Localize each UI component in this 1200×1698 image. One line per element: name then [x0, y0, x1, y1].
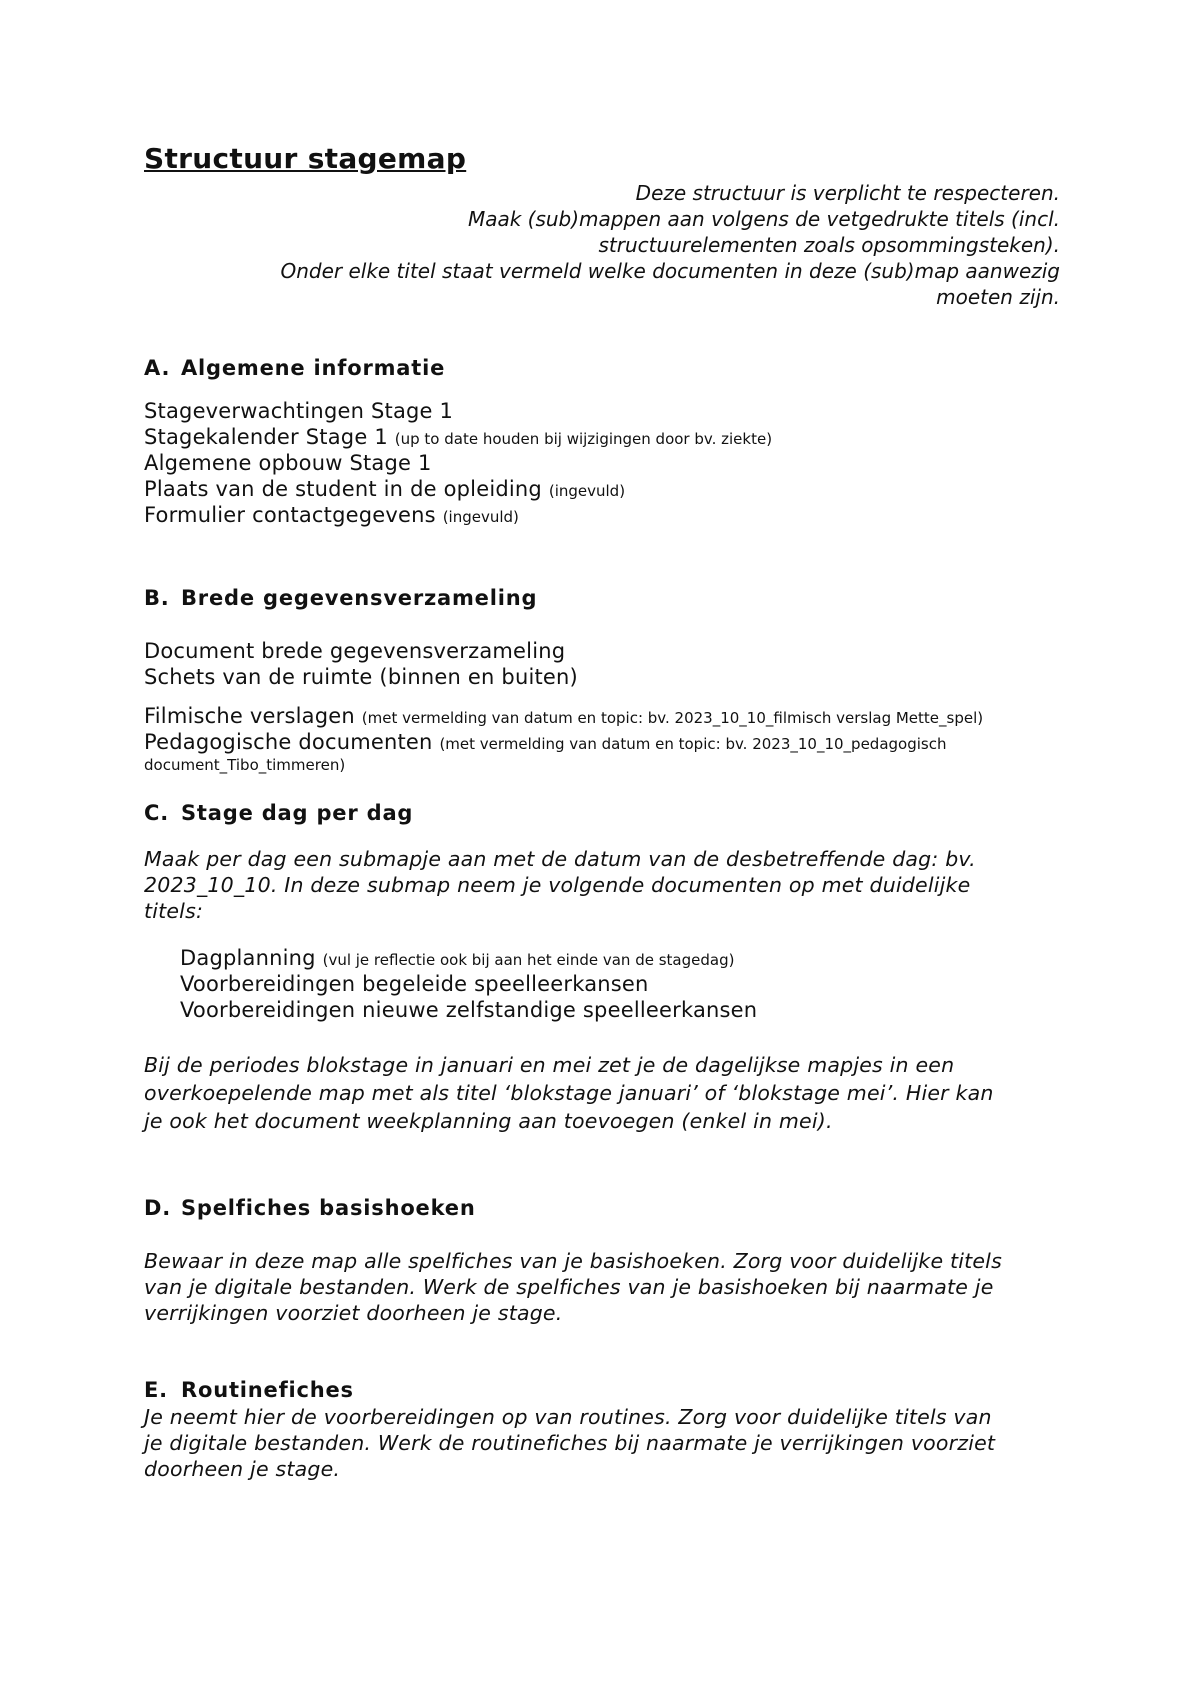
- list-item: [144, 451, 432, 475]
- paragraph-line: doorheen je stage.: [144, 1457, 341, 1481]
- item-note-continued: document_Tibo_timmeren): [144, 756, 346, 774]
- section-b-heading: [144, 586, 537, 610]
- list-item: [144, 425, 772, 449]
- intro-line: Deze structuur is verplicht te respecteren.: [635, 181, 1060, 205]
- item-label: Voorbereidingen nieuwe zelfstandige speelleerkansen: [180, 998, 758, 1022]
- item-label: Document brede gegevensverzameling: [144, 639, 566, 663]
- section-d-body: [144, 1248, 1002, 1326]
- section-e-body: [144, 1404, 995, 1482]
- paragraph-line: Bij de periodes blokstage in januari en mei zet je de dagelijkse mapjes in een: [144, 1053, 955, 1077]
- list-item: [144, 704, 983, 728]
- list-item: [144, 665, 578, 689]
- paragraph-line: overkoepelende map met als titel ‘blokstage januari’ of ‘blokstage mei’. Hier kan: [144, 1081, 994, 1105]
- item-label: Plaats van de student in de opleiding: [144, 477, 542, 501]
- list-item: [144, 730, 946, 754]
- section-letter: A.: [144, 356, 171, 380]
- section-letter: C.: [144, 801, 169, 825]
- section-title: Routinefiches: [181, 1378, 354, 1402]
- list-item: [144, 639, 565, 663]
- paragraph-line: Maak per dag een submapje aan met de datum van de desbetreffende dag: bv.: [144, 847, 976, 871]
- item-label: Algemene opbouw Stage 1: [144, 451, 432, 475]
- list-item: [144, 399, 453, 423]
- item-label: Dagplanning: [180, 946, 316, 970]
- paragraph-line: titels:: [144, 899, 204, 923]
- intro-line: Onder elke titel staat vermeld welke documenten in deze (sub)map aanwezig: [280, 259, 1060, 283]
- list-item: [144, 477, 625, 501]
- paragraph-line: van je digitale bestanden. Werk de spelfiches van je basishoeken bij naarmate je: [144, 1275, 994, 1299]
- item-label: Filmische verslagen: [144, 704, 355, 728]
- section-d-heading: [144, 1196, 476, 1220]
- intro-note: [160, 180, 1060, 310]
- page-title: Structuur stagemap: [144, 142, 467, 175]
- list-item: [180, 972, 649, 996]
- section-title: Brede gegevensverzameling: [181, 586, 538, 610]
- intro-line: moeten zijn.: [936, 285, 1060, 309]
- intro-line: Maak (sub)mappen aan volgens de vetgedrukte titels (incl.: [467, 207, 1060, 231]
- paragraph-line: je ook het document weekplanning aan toevoegen (enkel in mei).: [144, 1109, 833, 1133]
- paragraph-line: 2023_10_10. In deze submap neem je volgende documenten op met duidelijke: [144, 873, 971, 897]
- list-item: [144, 503, 519, 527]
- section-c-outro: [144, 1051, 994, 1135]
- item-note: (ingevuld): [442, 508, 519, 526]
- item-note: (met vermelding van datum en topic: bv. 2023_10_10_filmisch verslag Mette_spel): [361, 709, 984, 727]
- item-note: (vul je reflectie ook bij aan het einde van de stagedag): [322, 951, 735, 969]
- paragraph-line: Je neemt hier de voorbereidingen op van routines. Zorg voor duidelijke titels van: [144, 1405, 992, 1429]
- section-a-heading: [144, 356, 445, 380]
- paragraph-line: Bewaar in deze map alle spelfiches van je basishoeken. Zorg voor duidelijke titels: [144, 1249, 1002, 1273]
- item-label: Schets van de ruimte (binnen en buiten): [144, 665, 578, 689]
- section-title: Spelfiches basishoeken: [181, 1196, 476, 1220]
- item-label: Stageverwachtingen Stage 1: [144, 399, 454, 423]
- section-letter: B.: [144, 586, 170, 610]
- item-note: (ingevuld): [548, 482, 626, 500]
- item-label: Formulier contactgegevens: [144, 503, 436, 527]
- section-letter: E.: [144, 1378, 168, 1402]
- item-note: (met vermelding van datum en topic: bv. 2023_10_10_pedagogisch: [439, 735, 947, 753]
- list-item: [180, 946, 734, 970]
- item-note: (up to date houden bij wijzigingen door bv. ziekte): [394, 430, 773, 448]
- section-e-heading: [144, 1378, 354, 1402]
- section-c-intro: [144, 846, 976, 924]
- item-label: Voorbereidingen begeleide speelleerkansen: [180, 972, 649, 996]
- list-item: [180, 998, 757, 1022]
- section-title: Algemene informatie: [181, 356, 446, 380]
- section-title: Stage dag per dag: [181, 801, 414, 825]
- paragraph-line: verrijkingen voorziet doorheen je stage.: [144, 1301, 563, 1325]
- item-label: Stagekalender Stage 1: [144, 425, 388, 449]
- section-letter: D.: [144, 1196, 172, 1220]
- item-label: Pedagogische documenten: [144, 730, 433, 754]
- section-c-heading: [144, 801, 413, 825]
- intro-line: structuurelementen zoals opsommingsteken).: [598, 233, 1060, 257]
- paragraph-line: je digitale bestanden. Werk de routinefiches bij naarmate je verrijkingen voorziet: [144, 1431, 996, 1455]
